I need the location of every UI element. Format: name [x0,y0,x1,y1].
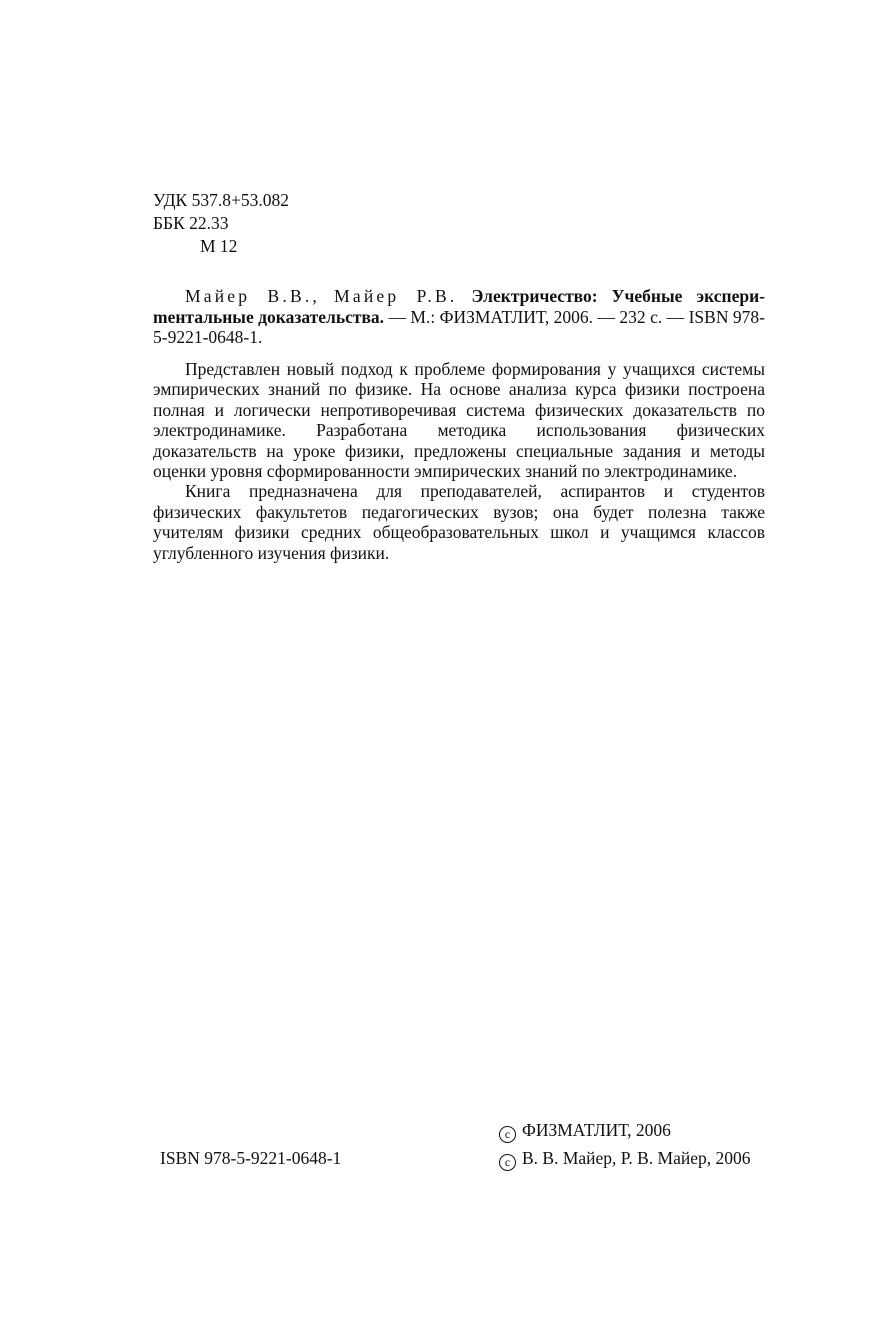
annotation-paragraph-1: Представлен новый подход к проблеме формирования у учащихся системы эмпирических знаний по физике. На основе анализа курса физики построена полная и логически непротиворечивая система физических доказательств по электродинамике. Разработана методика использования физических доказательств на уроке физики, предложены специальные задания и методы оценки уровня сформированности эмпирических знаний по электродинамике. [153,359,765,482]
imprint: — М.: ФИЗМАТЛИТ, 2006. — 232 с. — ISBN 978-5-9221-0648-1. [153,306,765,347]
author-2: Майер Р.В. [334,286,458,306]
annotation [153,359,765,563]
udk-code: УДК 537.8+53.082 [153,190,289,210]
copyright-icon: c [499,1126,516,1143]
book-title: Электричество: Учебные экспериmентальные доказательства. [153,286,765,327]
annotation-paragraph-2: Книга предназначена для преподавателей, аспирантов и студентов физических факультетов педагогических вузов; она будет полезна также учителям физики средних общеобразовательных школ и учащимся классов углубленного изучения физики. [153,481,765,563]
copyright-icon: c [499,1154,516,1171]
copyright-authors-text: В. В. Майер, Р. В. Майер, 2006 [522,1148,751,1168]
classification-block [153,189,289,258]
bbk-code: ББК 22.33 [153,213,229,233]
copyright-publisher [499,1119,671,1143]
copyright-publisher-text: ФИЗМАТЛИТ, 2006 [522,1120,671,1140]
bibliographic-entry [153,286,765,348]
copyright-authors [499,1147,750,1171]
author-mark: М 12 [200,236,238,256]
author-1: Майер В.В., [185,286,320,306]
isbn: ISBN 978-5-9221-0648-1 [160,1148,342,1168]
